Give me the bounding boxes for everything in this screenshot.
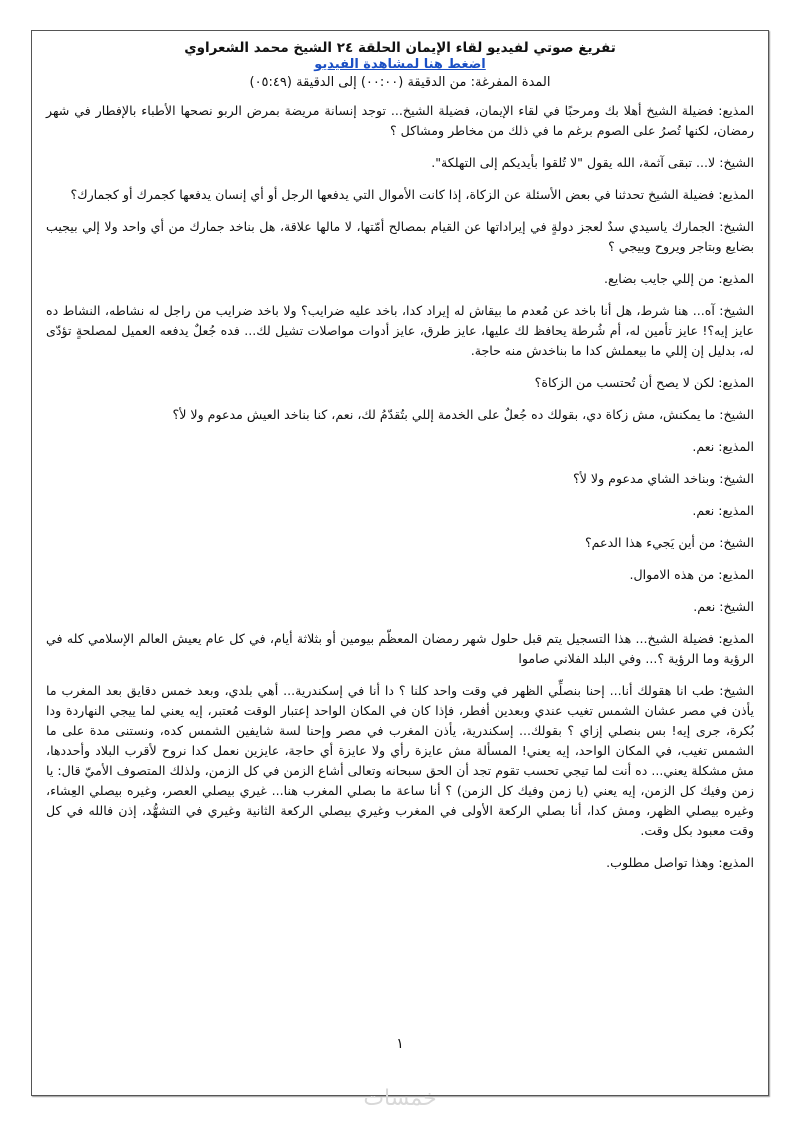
transcript-paragraph: الشيخ: الجمارك ياسيدي سدٌ لعجز دولةٍ في إيراداتها عن القيام بمصالح أمّتها، لا مالها علاقة، هل بناخد جمارك من أي واحد ولا إلي بيجيب بضايع وبتاجر ويروح وييجي ؟ [46, 219, 754, 254]
transcript-paragraph: الشيخ: نعم. [693, 599, 754, 614]
transcript-paragraph: المذيع: نعم. [692, 503, 754, 518]
transcript-paragraph: الشيخ: من أين يَجيء هذا الدعم؟ [584, 535, 754, 550]
page-number: ١ [396, 1036, 404, 1052]
document-title: تفريغ صوتي لفيديو لقاء الإيمان الحلقة ٢٤ الشيخ محمد الشعراوي [184, 40, 616, 56]
transcript-paragraph: المذيع: نعم. [692, 439, 754, 454]
transcribed-duration: المدة المفرغة: من الدقيقة (٠٠:٠٠) إلى الدقيقة (٠٥:٤٩) [249, 75, 551, 90]
transcript-paragraph: المذيع: من إللي جايب بضايع. [604, 271, 754, 286]
transcript-paragraph: المذيع: فضيلة الشيخ أهلا بك ومرحبًا في لقاء الإيمان، فضيلة الشيخ... توجد إنسانة مريضة بمرض الربو نصحها الأطباء بالإفطار في شهر رمضان، لكنها تُصرُ على الصوم برغم ما في ذلك من مخاطر ومشاكل ؟ [46, 103, 754, 138]
transcript-paragraph: الشيخ: وبناخد الشاي مدعوم ولا لأ؟ [573, 471, 754, 486]
watch-video-link[interactable]: اضغط هنا لمشاهدة الفيديو [314, 57, 486, 72]
transcript-paragraph: المذيع: فضيلة الشيخ تحدثنا في بعض الأسئلة عن الزكاة، إذا كانت الأموال التي يدفعها الرجل أو أي إنسان يدفعها كجمرك أو كجمارك؟ [70, 187, 754, 202]
document-page [31, 30, 769, 1096]
transcript-paragraph: المذيع: من هذه الاموال. [629, 567, 754, 582]
video-link-row [46, 57, 754, 73]
transcript-paragraph: الشيخ: لا... تبقى آثمة، الله يقول "لا تُلقوا بأيديكم إلى التهلكة". [431, 155, 754, 170]
transcript-paragraph: المذيع: وهذا تواصل مطلوب. [606, 855, 754, 870]
transcript-paragraph: الشيخ: طب انا هقولك أنا... إحنا بنصلِّي الظهر في وقت واحد كلنا ؟ دا أنا في إسكندرية... أهي بلدي، وبعد خمس دقايق بعد المغرب ما يأذن في مصر عشان الشمس تغيب عندي وبعدين أفطر، فإذا كان في المكان الواحد إعتبار الوقت مُعتبر، إيه يعني لما ييجي النهاردة ودا بُكرة، جرى إيه! بس بنصلي إزاي ؟ بقولك... إسكندرية، يأذن المغرب في مصر وإحنا لسة شايفين الشمس كده، ونستنى مدة على ما الشمس تغيب، في المكان الواحد، إيه يعني! المسألة مش عايزة رأي ولا عايزة أي حاجة، عايزين نعمل كدا نروح لأقرب البلاد وأحددها، مش مشكلة يعني... ده أنت لما تيجي تحسب تقوم تجد أن الحق سبحانه وتعالى أشاع الزمن في كل الزمن، ولذلك المتصوف الأميّ قال: يا زمن وفيك كل الزمن، إيه يعني (يا زمن وفيك كل الزمن) ؟ أنا ساعة ما بصلي المغرب هنا... غيري بيصلي العصر، وغيره بيصلي العِشاء، وغيره بيصلي الظهر، ومش كدا، أنا بصلي الركعة الأولى في المغرب وغيري بيصلي الركعة الثانية وغيري في التشهُّد، إذن فالله في كل وقت معبود بكل وقت. [46, 683, 754, 838]
transcript-paragraph: المذيع: فضيلة الشيخ... هذا التسجيل يتم قبل حلول شهر رمضان المعظّم بيومين أو بثلاثة أيام، في كل عام يعيش العالم الإسلامي كله في الرؤية وما الرؤية ؟... وفي البلد الفلاني صاموا [46, 631, 754, 666]
transcript-paragraph: الشيخ: ما يمكنش، مش زكاة دي، بقولك ده جُعلٌ على الخدمة إللي بتُقدّمُ لك، نعم، كنا بناخد العيش مدعوم ولا لأ؟ [172, 407, 754, 422]
transcript-paragraph: المذيع: لكن لا يصح أن تُحتسب من الزكاة؟ [534, 375, 754, 390]
watermark: خمسات [363, 1086, 437, 1111]
transcript-paragraph: الشيخ: آه... هنا شرط، هل أنا باخد عن مُعدم ما بيقاش له إيراد كدا، باخد عليه ضرايب؟ ولا باخد ضرايب من راجل له نشاطه، النشاط ده عايز إيه؟! عايز تأمين له، أم شُرطة يحافظ لك عليها، عايز طرق، عايز أدوات مواصلات تشيل لك... فده جُعلٌ يدفعه العميل لمصلحةٍ تؤدّى له، بدليل إن إللي ما بيعملش كدا ما بناخدش منه حاجة. [46, 303, 754, 358]
